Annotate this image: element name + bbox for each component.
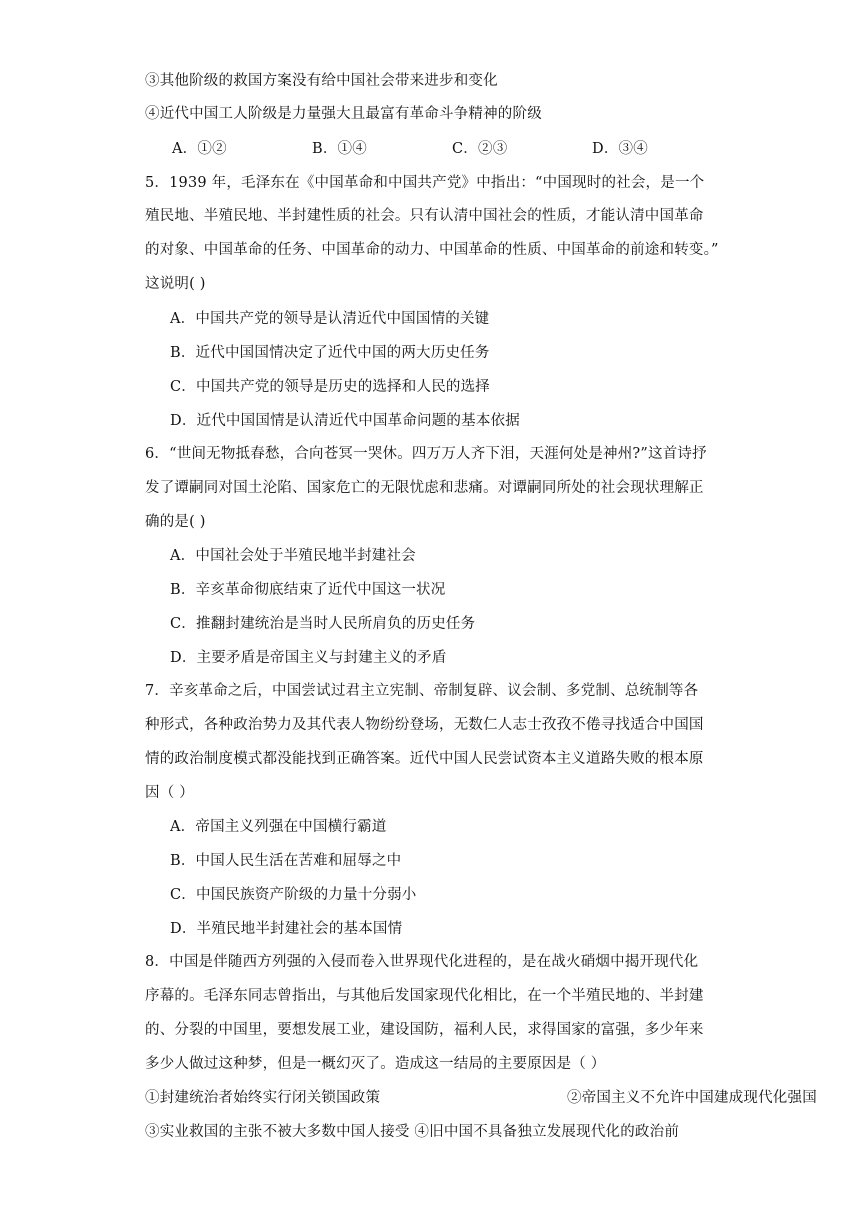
q6-option-c: C．推翻封建统治是当时人民所肩负的历史任务 [170, 616, 476, 632]
q8-statement-3: ③实业救国的主张不被大多数中国人接受 [145, 1124, 410, 1140]
q4-option-a: A．①② [172, 141, 227, 157]
q7-option-c: C．中国民族资产阶级的力量十分弱小 [170, 887, 417, 903]
q8-statement-4: ④旧中国不具备独立发展现代化的政治前 [414, 1124, 680, 1140]
q8-statement-1: ①封建统治者始终实行闭关锁国政策 [145, 1090, 381, 1106]
q8-statement-row-2 [145, 1122, 735, 1142]
q6-stem-line-2: 发了谭嗣同对国土沦陷、国家危亡的无限忧虑和悲痛。对谭嗣同所处的社会现状理解正 [145, 480, 704, 496]
q7-stem-line-1: 7．辛亥革命之后，中国尝试过君主立宪制、帝制复辟、议会制、多党制、总统制等各 [145, 683, 699, 699]
q8-stem-line-1: 8．中国是伴随西方列强的入侵而卷入世界现代化进程的，是在战火硝烟中揭开现代化 [145, 954, 699, 970]
q6-stem-line-3: 确的是( ) [145, 514, 206, 530]
q6-option-b: B．辛亥革命彻底结束了近代中国这一状况 [170, 582, 446, 598]
q4-option-c: C．②③ [452, 141, 508, 157]
q6-stem-line-1: 6．“世间无物抵春愁，合向苍冥一哭休。四万万人齐下泪，天涯何处是神州?”这首诗抒 [145, 446, 707, 462]
q4-options [172, 139, 732, 159]
q6-option-a: A．中国社会处于半殖民地半封建社会 [170, 548, 416, 564]
q8-statement-row-1 [145, 1088, 817, 1108]
q7-stem-line-4: 因（ ） [145, 785, 194, 801]
q8-statement-2: ②帝国主义不允许中国建成现代化强国 [567, 1090, 817, 1106]
q7-option-b: B．中国人民生活在苦难和屈辱之中 [170, 853, 402, 869]
q5-stem-line-1: 5．1939 年，毛泽东在《中国革命和中国共产党》中指出：“中国现时的社会，是一个 [145, 175, 705, 191]
q4-option-d: D．③④ [592, 141, 648, 157]
q5-stem-line-2: 殖民地、半殖民地、半封建性质的社会。只有认清中国社会的性质，才能认清中国革命 [145, 208, 704, 224]
q4-statement-4: ④近代中国工人阶级是力量强大且最富有革命斗争精神的阶级 [145, 106, 542, 122]
q5-option-d: D．近代中国国情是认清近代中国革命问题的基本依据 [170, 413, 520, 429]
q6-option-d: D．主要矛盾是帝国主义与封建主义的矛盾 [170, 650, 447, 666]
q5-option-b: B．近代中国国情决定了近代中国的两大历史任务 [170, 345, 490, 361]
q5-option-c: C．中国共产党的领导是历史的选择和人民的选择 [170, 379, 490, 395]
q4-option-b: B．①④ [312, 141, 367, 157]
q5-stem-line-4: 这说明( ) [145, 276, 206, 292]
q5-stem-line-3: 的对象、中国革命的任务、中国革命的动力、中国革命的性质、中国革命的前途和转变。” [145, 242, 719, 258]
q5-option-a: A．中国共产党的领导是认清近代中国国情的关键 [170, 311, 490, 327]
q7-stem-line-2: 种形式，各种政治势力及其代表人物纷纷登场，无数仁人志士孜孜不倦寻找适合中国国 [145, 717, 704, 733]
q8-stem-line-4: 多少人做过这种梦，但是一概幻灭了。造成这一结局的主要原因是（ ） [145, 1056, 606, 1072]
q7-option-a: A．帝国主义列强在中国横行霸道 [170, 819, 387, 835]
q4-statement-3: ③其他阶级的救国方案没有给中国社会带来进步和变化 [145, 73, 498, 89]
q8-stem-line-3: 的、分裂的中国里，要想发展工业，建设国防，福利人民，求得国家的富强，多少年来 [145, 1022, 704, 1038]
q7-stem-line-3: 情的政治制度模式都没能找到正确答案。近代中国人民尝试资本主义道路失败的根本原 [145, 751, 704, 767]
q7-option-d: D．半殖民地半封建社会的基本国情 [170, 921, 403, 937]
q8-stem-line-2: 序幕的。毛泽东同志曾指出，与其他后发国家现代化相比，在一个半殖民地的、半封建 [145, 988, 704, 1004]
